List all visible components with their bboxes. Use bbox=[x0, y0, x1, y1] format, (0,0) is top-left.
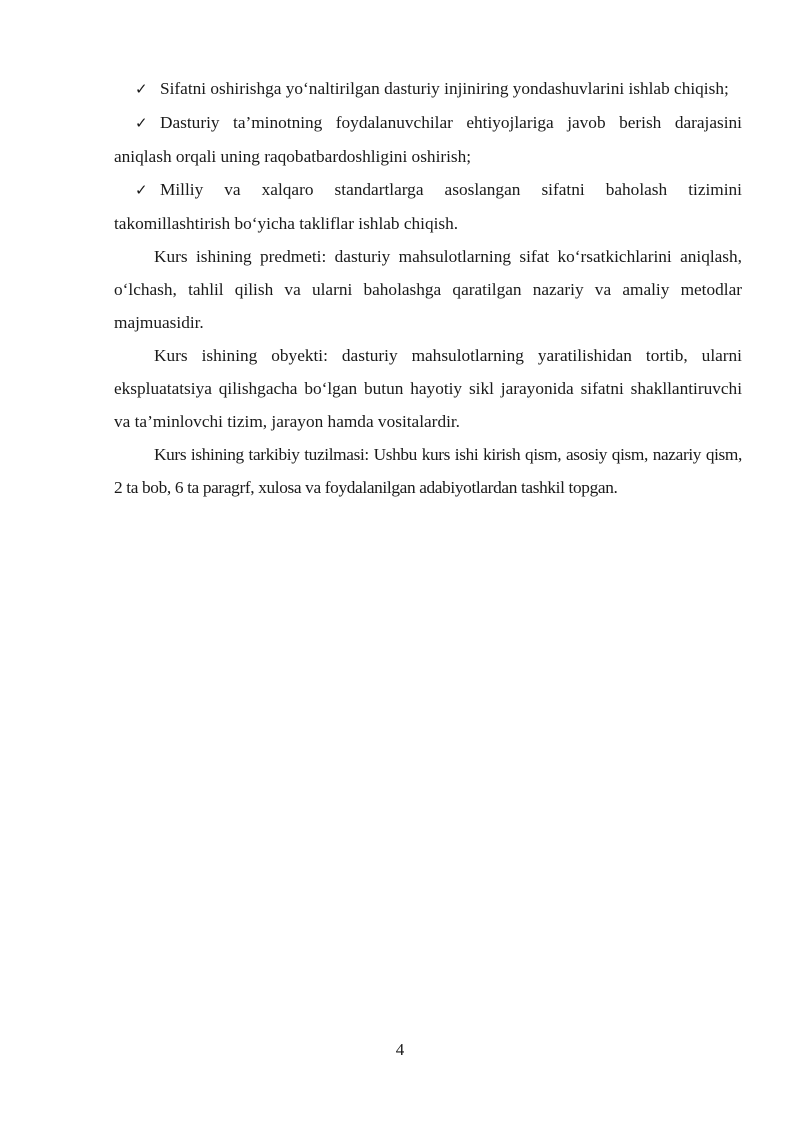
paragraph-object: Kurs ishining obyekti: dasturiy mahsulotlarning yaratilishidan tortib, ularni ekspluatatsiya qilishgacha bo‘lgan butun hayotiy sikl jarayonida sifatni shakllantiruvchi va ta’minlovchi tizim, jarayon hamda vositalardir. bbox=[114, 346, 742, 431]
bullet-item bbox=[114, 106, 742, 173]
bullet-text: Milliy va xalqaro standartlarga asoslangan sifatni baholash tizimini takomillashtirish bo‘yicha takliflar ishlab chiqish. bbox=[114, 180, 742, 233]
page-number: 4 bbox=[395, 1040, 405, 1059]
bullet-item bbox=[114, 173, 742, 240]
bullet-text: Sifatni oshirishga yo‘naltirilgan dasturiy injiniring yondashuvlarini ishlab chiqish; bbox=[160, 79, 729, 98]
paragraph-subject: Kurs ishining predmeti: dasturiy mahsulotlarning sifat ko‘rsatkichlarini aniqlash, o‘lchash, tahlil qilish va ularni baholashga qaratilgan nazariy va amaliy metodlar majmuasidir. bbox=[114, 247, 742, 332]
checkmark-icon: ✓ bbox=[135, 80, 148, 98]
bullet-item bbox=[114, 72, 742, 106]
checkmark-icon: ✓ bbox=[135, 114, 148, 132]
bullet-text: Dasturiy ta’minotning foydalanuvchilar ehtiyojlariga javob berish darajasini aniqlash orqali uning raqobatbardoshligini oshirish; bbox=[114, 113, 742, 166]
page-body bbox=[114, 72, 742, 504]
paragraph-structure: Kurs ishining tarkibiy tuzilmasi: Ushbu kurs ishi kirish qism, asosiy qism, nazariy qism, 2 ta bob, 6 ta paragrf, xulosa va foydalanilgan adabiyotlardan tashkil topgan. bbox=[114, 445, 742, 497]
checkmark-icon: ✓ bbox=[135, 181, 148, 199]
